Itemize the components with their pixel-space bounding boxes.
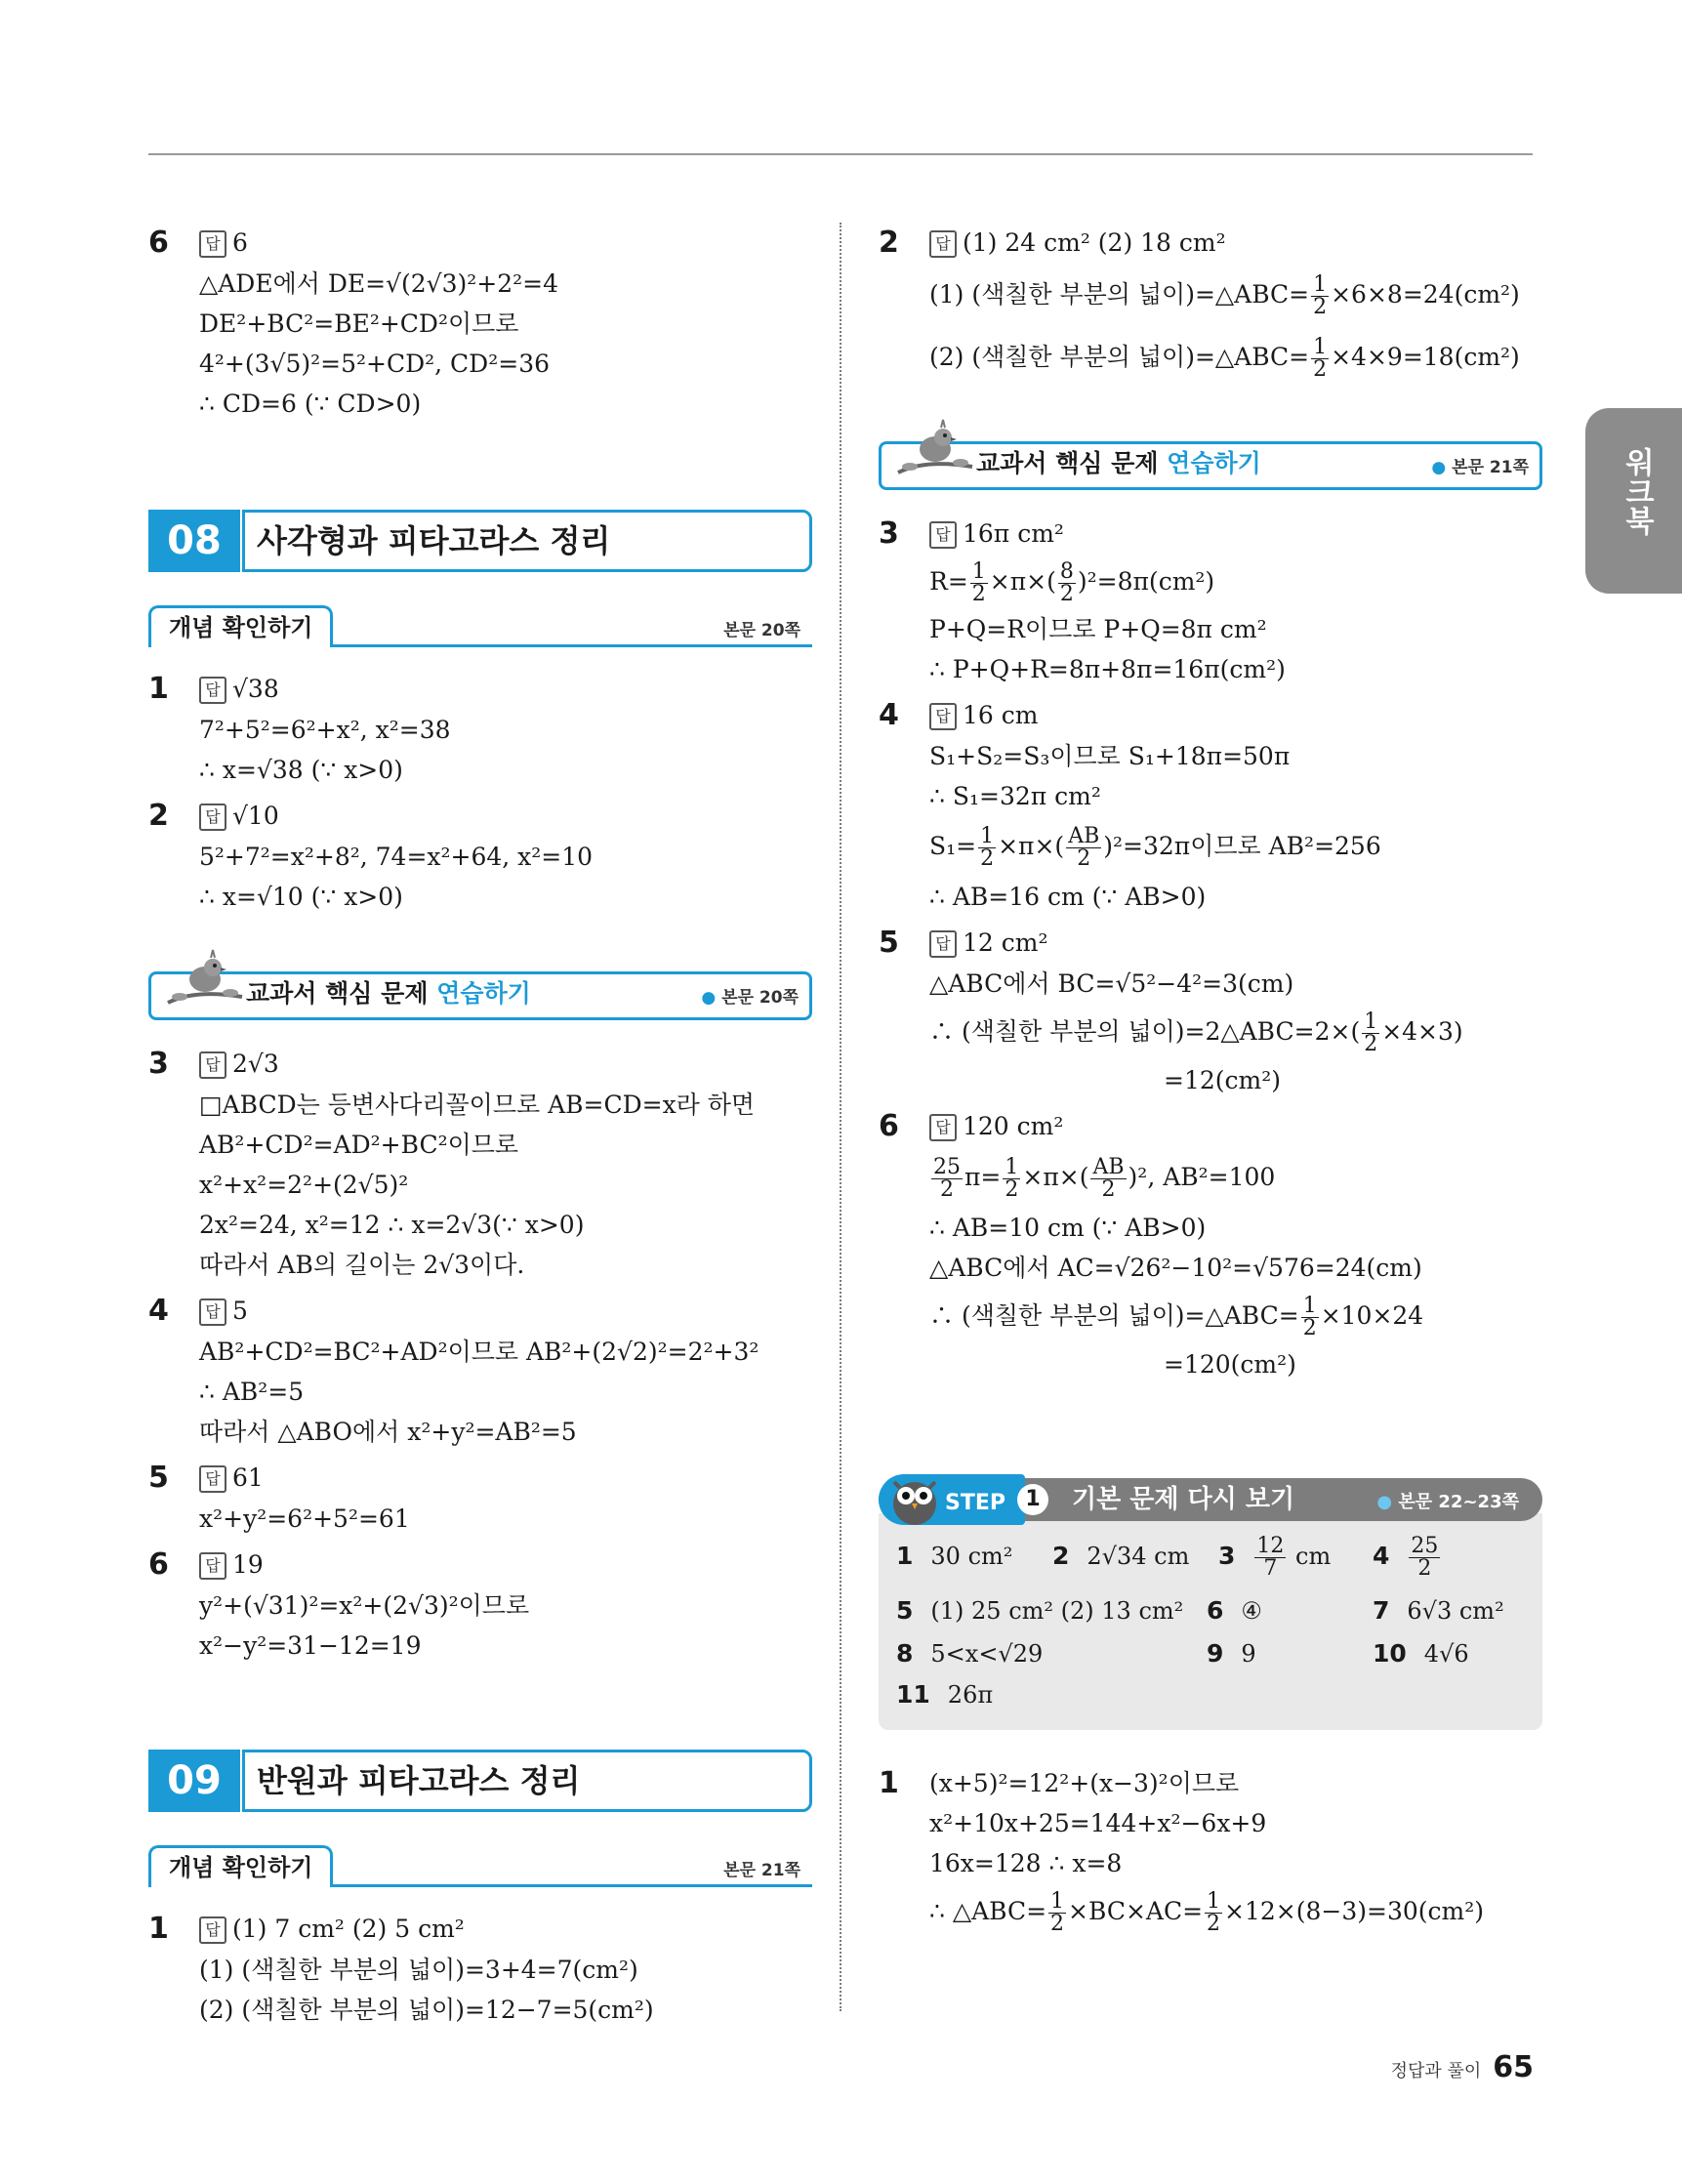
solution-line: =120(cm²) <box>1164 1350 1296 1379</box>
answer-badge-icon: 답 <box>929 230 957 258</box>
problem-5 <box>879 923 1542 1100</box>
solution-line: S₁+S₂=S₃이므로 S₁+18π=50π <box>929 742 1291 770</box>
section-title: 반원과 피타고라스 정리 <box>242 1750 812 1812</box>
step-answer: 4 $\frac{25}{2}$ <box>1373 1534 1439 1581</box>
step-title: 기본 문제 다시 보기 <box>1072 1485 1295 1514</box>
answer-badge-icon: 답 <box>929 703 957 730</box>
page-reference: ● 본문 21쪽 <box>1431 458 1529 477</box>
solution-line: x²+x²=2²+(2√5)² <box>199 1171 409 1199</box>
page-footer <box>1391 2050 1534 2084</box>
solution-line: 7²+5²=6²+x², x²=38 <box>199 716 451 744</box>
problem-2 <box>879 223 1542 389</box>
right-column <box>879 223 1542 1946</box>
solution-line: AB²+CD²=BC²+AD²이므로 AB²+(2√2)²=2²+3² <box>199 1338 759 1366</box>
page-reference: 본문 21쪽 <box>723 1861 800 1880</box>
solution-line: DE²+BC²=BE²+CD²이므로 <box>199 309 519 338</box>
workbook-side-tab[interactable]: 워크북 <box>1585 408 1682 594</box>
solution-line: ∴ x=√38 (∵ x>0) <box>199 756 403 784</box>
answer: 16 cm <box>963 701 1039 729</box>
solution-line: 4²+(3√5)²=5²+CD², CD²=36 <box>199 350 551 378</box>
solution-line: ∴ △ABC= $\frac{1}{2}$ ×BC×AC= $\frac{1}{2}$ ×12×(8−3)=30(cm²) <box>929 1889 1485 1936</box>
solution-line: 따라서 AB의 길이는 2√3이다. <box>199 1251 525 1279</box>
column-divider <box>840 223 841 2011</box>
solution-line: 16x=128 ∴ x=8 <box>929 1849 1123 1877</box>
problem-number: 5 <box>879 926 899 960</box>
problem-number: 1 <box>148 1912 169 1946</box>
step1-review-box <box>879 1478 1542 1730</box>
problem-5 <box>148 1458 812 1539</box>
solution-line: ∴ (색칠한 부분의 넓이)=2△ABC=2×( $\frac{1}{2}$ ×4×3) <box>929 1010 1463 1056</box>
answer: 120 cm² <box>963 1112 1064 1140</box>
solution-line: 2x²=24, x²=12 ∴ x=2√3(∵ x>0) <box>199 1211 585 1239</box>
top-rule <box>148 153 1533 155</box>
answer-badge-icon: 답 <box>929 521 957 549</box>
step-answer: 8 5<x<√29 <box>896 1639 1044 1668</box>
solution-line: P+Q=R이므로 P+Q=8π cm² <box>929 615 1267 643</box>
practice-title: 교과서 핵심 문제 연습하기 <box>246 979 531 1008</box>
step-answer: 2 2√34 cm <box>1052 1542 1190 1570</box>
solution-line: (2) (색칠한 부분의 넓이)=△ABC= $\frac{1}{2}$ ×4×9=18(cm²) <box>929 335 1520 382</box>
practice-header <box>879 441 1542 490</box>
problem-6 <box>148 223 812 424</box>
step-answer: 10 4√6 <box>1373 1639 1469 1668</box>
solution-line: (1) (색칠한 부분의 넓이)=3+4=7(cm²) <box>199 1956 638 1984</box>
bird-icon <box>896 416 974 484</box>
solution-line: 따라서 △ABO에서 x²+y²=AB²=5 <box>199 1418 577 1446</box>
solution-line: x²+y²=6²+5²=61 <box>199 1504 410 1533</box>
answer-badge-icon: 답 <box>199 1051 226 1079</box>
solution-line: △ABC에서 BC=√5²−4²=3(cm) <box>929 969 1294 998</box>
step-answer: 5 (1) 25 cm² (2) 13 cm² <box>896 1596 1184 1625</box>
step-answer: 9 9 <box>1207 1639 1256 1668</box>
problem-2 <box>148 796 812 917</box>
solution-line: ∴ AB=16 cm (∵ AB>0) <box>929 883 1207 911</box>
step-answer: 7 6√3 cm² <box>1373 1596 1504 1625</box>
answer: (1) 24 cm² (2) 18 cm² <box>963 228 1226 257</box>
bird-icon <box>166 946 244 1014</box>
footer-text: 정답과 풀이 <box>1390 2061 1482 2081</box>
solution-line: =12(cm²) <box>1164 1066 1281 1094</box>
step-answer: 6 ④ <box>1207 1596 1262 1625</box>
problem-1 <box>148 669 812 790</box>
problem-number: 1 <box>879 1766 899 1800</box>
solution-line: ∴ CD=6 (∵ CD>0) <box>199 390 422 418</box>
concept-check-header <box>148 1841 812 1887</box>
answer: 12 cm² <box>963 928 1048 957</box>
problem-number: 6 <box>148 1547 169 1582</box>
left-column <box>148 223 812 2036</box>
step-label: STEP <box>945 1491 1006 1515</box>
solution-line: $\frac{25}{2}$ π= $\frac{1}{2}$ ×π×( $\frac{AB}{2}$ )², AB²=100 <box>933 1155 1276 1202</box>
page-reference: ● 본문 22~23쪽 <box>1376 1492 1519 1512</box>
solution-line: y²+(√31)²=x²+(2√3)²이므로 <box>199 1591 530 1620</box>
answer: √10 <box>232 802 279 830</box>
solution-line: x²+10x+25=144+x²−6x+9 <box>929 1809 1267 1837</box>
solution-line: R= $\frac{1}{2}$ ×π×( $\frac{8}{2}$ )²=8π(cm²) <box>929 559 1215 606</box>
solution-line: △ABC에서 AC=√26²−10²=√576=24(cm) <box>929 1254 1422 1282</box>
solution-line: ∴ AB²=5 <box>199 1378 305 1406</box>
answer: 6 <box>232 228 248 257</box>
problem-6b <box>148 1545 812 1666</box>
step-problem-1 <box>879 1763 1542 1940</box>
section-09-header <box>148 1750 812 1812</box>
solution-line: ∴ x=√10 (∵ x>0) <box>199 883 403 911</box>
answer: (1) 7 cm² (2) 5 cm² <box>232 1915 465 1943</box>
concept-check-label: 개념 확인하기 <box>148 605 333 647</box>
section-number: 09 <box>148 1750 240 1812</box>
problem-number: 5 <box>148 1461 169 1495</box>
solution-line: 5²+7²=x²+8², 74=x²+64, x²=10 <box>199 843 594 871</box>
answer: 5 <box>232 1297 248 1325</box>
problem-number: 2 <box>879 226 899 260</box>
solution-line: (1) (색칠한 부분의 넓이)=△ABC= $\frac{1}{2}$ ×6×8=24(cm²) <box>929 272 1520 319</box>
solution-line: ∴ (색칠한 부분의 넓이)=△ABC= $\frac{1}{2}$ ×10×24 <box>929 1294 1424 1340</box>
solution-line: (x+5)²=12²+(x−3)²이므로 <box>929 1769 1240 1797</box>
practice-header <box>148 971 812 1020</box>
page-reference: ● 본문 20쪽 <box>701 988 799 1008</box>
problem-number: 6 <box>879 1109 899 1143</box>
problem-1 <box>148 1909 812 2030</box>
answer-badge-icon: 답 <box>199 230 226 258</box>
answer-badge-icon: 답 <box>199 1465 226 1493</box>
solution-line: AB²+CD²=AD²+BC²이므로 <box>199 1131 519 1159</box>
answer-badge-icon: 답 <box>199 1552 226 1580</box>
step1-answers <box>879 1513 1542 1730</box>
answer-badge-icon: 답 <box>199 677 226 704</box>
concept-check-label: 개념 확인하기 <box>148 1845 333 1887</box>
problem-number: 4 <box>879 698 899 732</box>
problem-number: 1 <box>148 672 169 706</box>
solution-line: □ABCD는 등변사다리꼴이므로 AB=CD=x라 하면 <box>199 1091 756 1119</box>
step-number: 1 <box>1017 1484 1048 1515</box>
answer-badge-icon: 답 <box>199 1916 226 1944</box>
concept-check-header <box>148 601 812 647</box>
owl-icon <box>888 1470 941 1527</box>
section-number: 08 <box>148 510 240 572</box>
answer: 2√3 <box>232 1050 279 1078</box>
answer: 16π cm² <box>963 519 1064 548</box>
section-08-header <box>148 510 812 572</box>
solution-line: ∴ AB=10 cm (∵ AB>0) <box>929 1214 1207 1242</box>
answer-badge-icon: 답 <box>199 804 226 831</box>
problem-3 <box>148 1044 812 1285</box>
answer-badge-icon: 답 <box>929 930 957 958</box>
problem-number: 2 <box>148 799 169 833</box>
solution-line: ∴ S₁=32π cm² <box>929 782 1101 810</box>
answer-badge-icon: 답 <box>199 1298 226 1326</box>
page-reference: 본문 20쪽 <box>723 621 800 640</box>
answer: √38 <box>232 675 279 703</box>
step1-header <box>879 1478 1542 1521</box>
solution-line: S₁= $\frac{1}{2}$ ×π×( $\frac{AB}{2}$ )²=32π이므로 AB²=256 <box>929 824 1381 871</box>
page-number: 65 <box>1493 2050 1534 2084</box>
step-answer: 1 30 cm² <box>896 1542 1013 1570</box>
practice-title: 교과서 핵심 문제 연습하기 <box>976 449 1261 477</box>
solution-line: x²−y²=31−12=19 <box>199 1631 422 1660</box>
problem-number: 4 <box>148 1294 169 1328</box>
problem-number: 3 <box>879 516 899 551</box>
solution-line: △ADE에서 DE=√(2√3)²+2²=4 <box>199 269 558 298</box>
step-answer: 11 26π <box>896 1680 994 1709</box>
answer-badge-icon: 답 <box>929 1114 957 1141</box>
solution-line: ∴ P+Q+R=8π+8π=16π(cm²) <box>929 655 1286 683</box>
answer: 61 <box>232 1463 264 1492</box>
step-answer: 3 $\frac{12}{7}$ cm <box>1218 1534 1332 1581</box>
problem-4 <box>879 695 1542 917</box>
problem-4 <box>148 1291 812 1452</box>
problem-number: 6 <box>148 226 169 260</box>
solution-line: (2) (색칠한 부분의 넓이)=12−7=5(cm²) <box>199 1996 654 2024</box>
section-title: 사각형과 피타고라스 정리 <box>242 510 812 572</box>
problem-3 <box>879 514 1542 689</box>
answer: 19 <box>232 1550 264 1579</box>
problem-number: 3 <box>148 1047 169 1081</box>
problem-6 <box>879 1106 1542 1384</box>
